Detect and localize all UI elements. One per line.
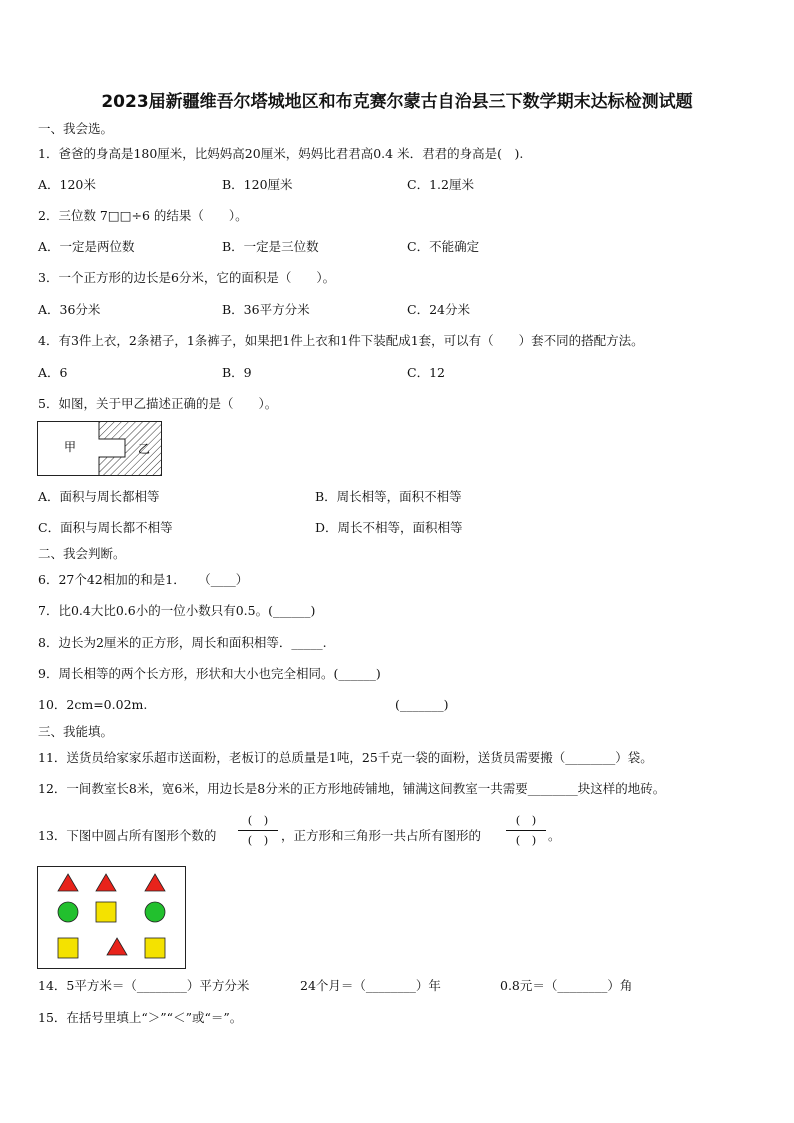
question-7: 7．比0.4大比0.6小的一位小数只有0.5。(______) bbox=[38, 603, 316, 618]
fraction-1-denominator: ( ) bbox=[247, 833, 269, 847]
section-2-heading: 二、我会判断。 bbox=[38, 546, 126, 561]
question-5: 5．如图，关于甲乙描述正确的是（ ）。 bbox=[38, 396, 278, 411]
question-4: 4．有3件上衣，2条裙子，1条裤子，如果把1件上衣和1件下装配成1套，可以有（ ）套不同的搭配方法。 bbox=[38, 333, 644, 348]
shapes-figure bbox=[37, 866, 187, 970]
section-3-heading: 三、我能填。 bbox=[38, 724, 114, 739]
option-4b: B．9 bbox=[222, 365, 252, 380]
question-1: 1．爸爸的身高是180厘米，比妈妈高20厘米，妈妈比君君高0.4 米．君君的身高是( ). bbox=[38, 146, 524, 161]
question-14-part-b: 24个月＝（________）年 bbox=[300, 978, 441, 993]
question-13-suffix: 。 bbox=[548, 828, 561, 843]
answer-blank-10: (_______) bbox=[395, 697, 449, 712]
option-5b: B．周长相等，面积不相等 bbox=[315, 489, 462, 504]
question-6: 6．27个42相加的和是1． （____） bbox=[38, 572, 249, 587]
question-3: 3．一个正方形的边长是6分米，它的面积是（ ）。 bbox=[38, 270, 336, 285]
question-10: 10．2cm=0.02m. bbox=[38, 697, 148, 712]
fraction-2 bbox=[506, 814, 546, 847]
option-3b: B．36平方分米 bbox=[222, 302, 310, 317]
option-2c: C．不能确定 bbox=[407, 239, 480, 254]
question-11: 11．送货员给家家乐超市送面粉，老板订的总质量是1吨，25千克一袋的面粉，送货员需要搬（________）袋。 bbox=[38, 750, 653, 765]
fraction-2-denominator: ( ) bbox=[515, 833, 537, 847]
fraction-1 bbox=[238, 814, 278, 847]
option-5a: A．面积与周长都相等 bbox=[38, 489, 160, 504]
option-5d: D．周长不相等，面积相等 bbox=[315, 520, 463, 535]
circle-shape-2 bbox=[145, 902, 165, 922]
option-3c: C．24分米 bbox=[407, 302, 470, 317]
option-2a: A．一定是两位数 bbox=[38, 239, 135, 254]
section-1-heading: 一、我会选。 bbox=[38, 121, 114, 136]
option-2b: B．一定是三位数 bbox=[222, 239, 319, 254]
question-15: 15．在括号里填上“＞”“＜”或“＝”。 bbox=[38, 1010, 243, 1025]
label-yi: 乙 bbox=[137, 442, 151, 456]
question-13-middle: ，正方形和三角形一共占所有图形的 bbox=[281, 828, 482, 843]
option-4a: A．6 bbox=[38, 365, 68, 380]
square-shape-2 bbox=[58, 938, 78, 958]
option-1b: B．120厘米 bbox=[222, 177, 293, 192]
figure-jia-yi bbox=[37, 421, 163, 477]
question-14-part-a: 14．5平方米＝（________）平方分米 bbox=[38, 978, 250, 993]
fraction-1-numerator: ( ) bbox=[247, 813, 269, 827]
question-9: 9．周长相等的两个长方形，形状和大小也完全相同。(______) bbox=[38, 666, 381, 681]
question-13-prefix: 13．下图中圆占所有图形个数的 bbox=[38, 828, 217, 843]
option-1a: A．120米 bbox=[38, 177, 96, 192]
question-8: 8．边长为2厘米的正方形，周长和面积相等．_____. bbox=[38, 635, 327, 650]
option-3a: A．36分米 bbox=[38, 302, 101, 317]
option-1c: C．1.2厘米 bbox=[407, 177, 474, 192]
question-12: 12．一间教室长8米，宽6米，用边长是8分米的正方形地砖铺地，铺满这间教室一共需要________块这样的地砖。 bbox=[38, 781, 666, 796]
label-jia: 甲 bbox=[63, 440, 77, 454]
option-5c: C．面积与周长都不相等 bbox=[38, 520, 173, 535]
page-title: 2023届新疆维吾尔塔城地区和布克赛尔蒙古自治县三下数学期末达标检测试题 bbox=[101, 92, 693, 112]
circle-shape-1 bbox=[58, 902, 78, 922]
fraction-2-numerator: ( ) bbox=[515, 813, 537, 827]
fraction-1-bar bbox=[238, 830, 278, 831]
question-14-part-c: 0.8元＝（________）角 bbox=[500, 978, 633, 993]
square-shape-3 bbox=[145, 938, 165, 958]
square-shape-1 bbox=[96, 902, 116, 922]
option-4c: C．12 bbox=[407, 365, 445, 380]
fraction-2-bar bbox=[506, 830, 546, 831]
question-2: 2．三位数 7□□÷6 的结果（ ）。 bbox=[38, 208, 248, 223]
